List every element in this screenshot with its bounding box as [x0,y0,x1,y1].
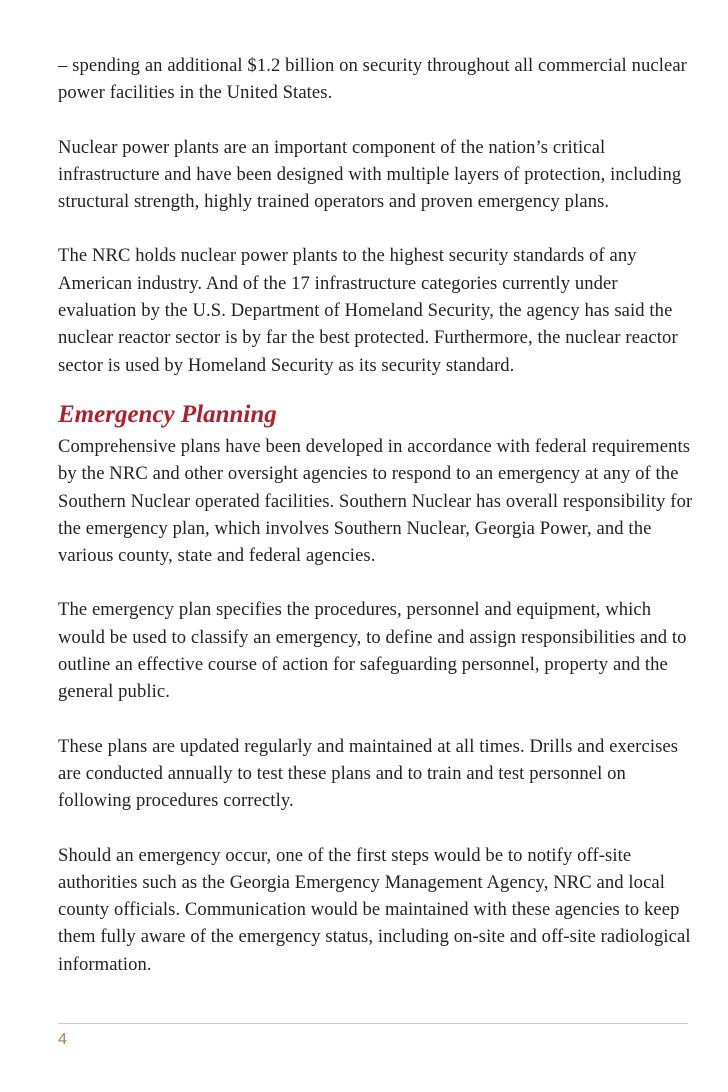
paragraph-spacer [58,215,698,242]
paragraph-spacer [58,569,698,596]
paragraph-spacer [58,107,698,134]
body-paragraph: – spending an additional $1.2 billion on security throughout all commercial nuclear power facilities in the United States. [58,55,687,104]
document-page [58,52,698,978]
section-heading: Emergency Planning [58,400,277,428]
paragraph-spacer [58,815,698,842]
body-paragraph: The NRC holds nuclear power plants to the highest security standards of any American industry. And of the 17 infrastructure categories currently under evaluation by the U.S. Department of Homeland Security, the agency has said the nuclear reactor sector is by far the best protected. Furthermore, the nuclear reactor sector is used by Homeland Security as its security standard. [58,245,678,376]
body-paragraph: Comprehensive plans have been developed in accordance with federal requirements by the NRC and other oversight agencies to respond to an emergency at any of the Southern Nuclear operated facilities. Southern Nuclear has overall responsibility for the emergency plan, which involves Southern Nuclear, Georgia Power, and the various county, state and federal agencies. [58,435,693,567]
page-number: 4 [58,1031,67,1048]
body-paragraph: The emergency plan specifies the procedures, personnel and equipment, which would be used to classify an emergency, to define and assign responsibilities and to outline an effective course of action for safeguarding personnel, property and the general public. [58,599,687,703]
body-paragraph: Should an emergency occur, one of the first steps would be to notify off-site authorities such as the Georgia Emergency Management Agency, NRC and local county officials. Communication would be maintained with these agencies to keep them fully aware of the emergency status, including on-site and off-site radiological information. [58,844,691,975]
body-paragraph: These plans are updated regularly and maintained at all times. Drills and exercises are conducted annually to test these plans and to train and test personnel on following procedures correctly. [58,735,679,812]
footer-divider [58,1023,688,1024]
body-paragraph: Nuclear power plants are an important component of the nation’s critical infrastructure and have been designed with multiple layers of protection, including structural strength, highly trained operators and proven emergency plans. [58,136,682,213]
paragraph-spacer [58,706,698,733]
